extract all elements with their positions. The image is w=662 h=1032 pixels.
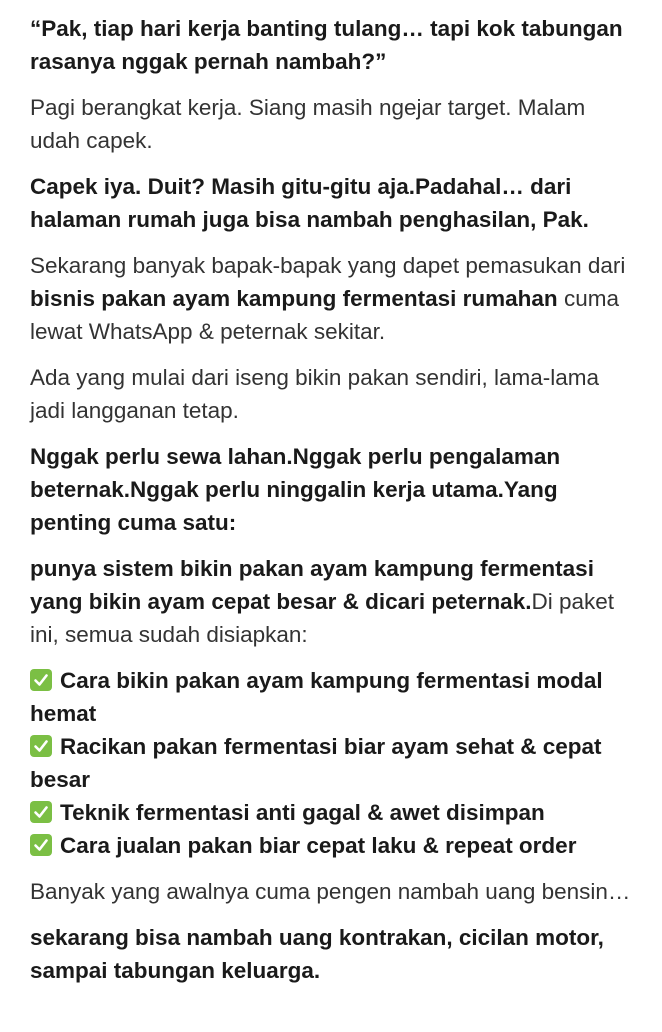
check-mark-button-icon <box>30 801 52 823</box>
fuel-money-text: Banyak yang awalnya cuma pengen nambah uang bensin… <box>30 879 631 904</box>
checklist-item <box>30 730 638 796</box>
checklist-item-text: Cara bikin pakan ayam kampung fermentasi modal hemat <box>30 668 603 726</box>
package-intro: Di paket ini, semua sudah disiapkan: <box>30 589 615 647</box>
business-intro-highlight: bisnis pakan ayam kampung fermentasi rumahan <box>30 286 558 311</box>
no-requirements-statement: Nggak perlu sewa lahan.Nggak perlu pengalaman beternak.Nggak perlu ninggalin kerja utama.Yang penting cuma satu: <box>30 444 561 535</box>
started-from-hobby-text: Ada yang mulai dari iseng bikin pakan sendiri, lama-lama jadi langganan tetap. <box>30 365 600 423</box>
checklist-item-text: Cara jualan pakan biar cepat laku & repeat order <box>60 833 577 858</box>
business-intro-paragraph <box>30 249 638 348</box>
checklist-item <box>30 796 638 829</box>
closing-statement: sekarang bisa nambah uang kontrakan, cicilan motor, sampai tabungan keluarga. <box>30 925 604 983</box>
daily-routine-text: Pagi berangkat kerja. Siang masih ngejar target. Malam udah capek. <box>30 95 586 153</box>
system-highlight: punya sistem bikin pakan ayam kampung fermentasi yang bikin ayam cepat besar & dicari peternak. <box>30 556 594 614</box>
opening-question: “Pak, tiap hari kerja banting tulang… tapi kok tabungan rasanya nggak pernah nambah?” <box>30 16 623 74</box>
tired-statement: Capek iya. Duit? Masih gitu-gitu aja.Padahal… dari halaman rumah juga bisa nambah penghasilan, Pak. <box>30 174 589 232</box>
checklist-item-text: Teknik fermentasi anti gagal & awet disimpan <box>60 800 545 825</box>
check-mark-button-icon <box>30 735 52 757</box>
checklist-item <box>30 829 638 862</box>
checklist-item <box>30 664 638 730</box>
business-intro-tail: cuma lewat WhatsApp & peternak sekitar. <box>30 286 619 344</box>
package-checklist <box>30 664 638 862</box>
business-intro-lead: Sekarang banyak bapak-bapak yang dapet pemasukan dari <box>30 253 626 278</box>
checklist-item-text: Racikan pakan fermentasi biar ayam sehat & cepat besar <box>30 734 602 792</box>
system-paragraph <box>30 552 638 651</box>
check-mark-button-icon <box>30 834 52 856</box>
check-mark-button-icon <box>30 669 52 691</box>
